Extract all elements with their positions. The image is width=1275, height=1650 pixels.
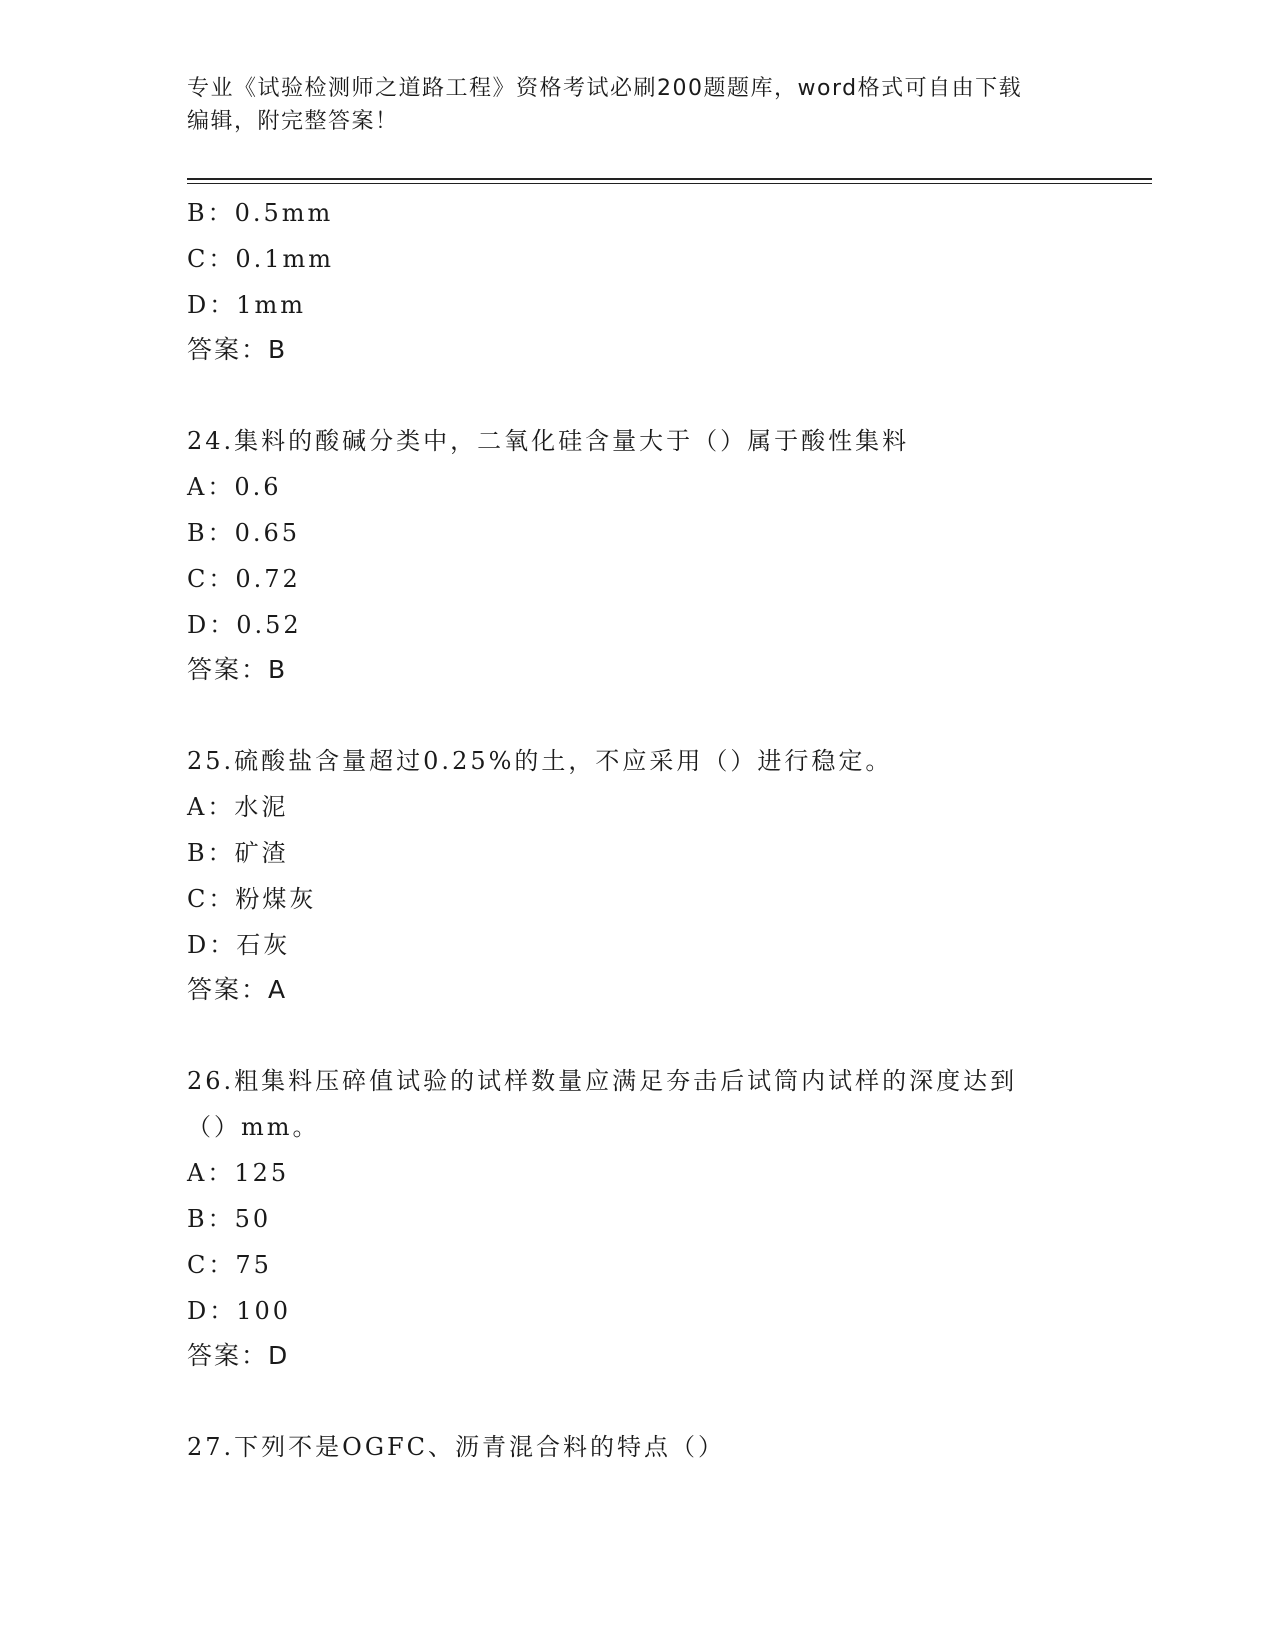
answer-line: 答案：A <box>187 975 288 1004</box>
spacer <box>187 1378 1107 1424</box>
question-text: 25.硫酸盐含量超过0.25%的土，不应采用（）进行稳定。 <box>187 747 893 775</box>
answer-line: 答案：B <box>187 655 288 684</box>
question-text-line-2: （）mm。 <box>187 1113 320 1141</box>
option-d: D：石灰 <box>187 931 291 959</box>
question-text: 24.集料的酸碱分类中，二氧化硅含量大于（）属于酸性集料 <box>187 427 910 455</box>
question-26 <box>187 1058 1107 1378</box>
option-d: D：0.52 <box>187 611 302 639</box>
option-a: A：0.6 <box>187 473 282 501</box>
option-b: B：0.65 <box>187 519 301 547</box>
spacer <box>187 692 1107 738</box>
question-25 <box>187 738 1107 1012</box>
header-line-2: 编辑，附完整答案！ <box>187 109 399 134</box>
option-c: C：粉煤灰 <box>187 885 317 913</box>
question-24 <box>187 418 1107 692</box>
option-c: C：0.1mm <box>187 245 335 273</box>
question-list <box>187 190 1107 1470</box>
question-text-line-1: 26.粗集料压碎值试验的试样数量应满足夯击后试筒内试样的深度达到 <box>187 1067 1018 1095</box>
header-divider-thick <box>187 178 1152 180</box>
answer-line: 答案：D <box>187 1341 290 1370</box>
option-a: A：125 <box>187 1159 290 1187</box>
spacer <box>187 1012 1107 1058</box>
document-header <box>187 72 1087 138</box>
option-c: C：0.72 <box>187 565 301 593</box>
spacer <box>187 372 1107 418</box>
question-text: 27.下列不是OGFC、沥青混合料的特点（） <box>187 1433 726 1461</box>
option-c: C：75 <box>187 1251 272 1279</box>
question-23-tail <box>187 190 1107 372</box>
option-b: B：50 <box>187 1205 272 1233</box>
question-27 <box>187 1424 1107 1470</box>
option-b: B：0.5mm <box>187 199 334 227</box>
header-divider-thin <box>187 183 1152 184</box>
answer-line: 答案：B <box>187 335 288 364</box>
option-a: A：水泥 <box>187 793 289 821</box>
header-line-1: 专业《试验检测师之道路工程》资格考试必刷200题题库，word格式可自由下载 <box>187 76 1023 101</box>
option-d: D：100 <box>187 1297 292 1325</box>
option-d: D：1mm <box>187 291 307 319</box>
option-b: B：矿渣 <box>187 839 289 867</box>
